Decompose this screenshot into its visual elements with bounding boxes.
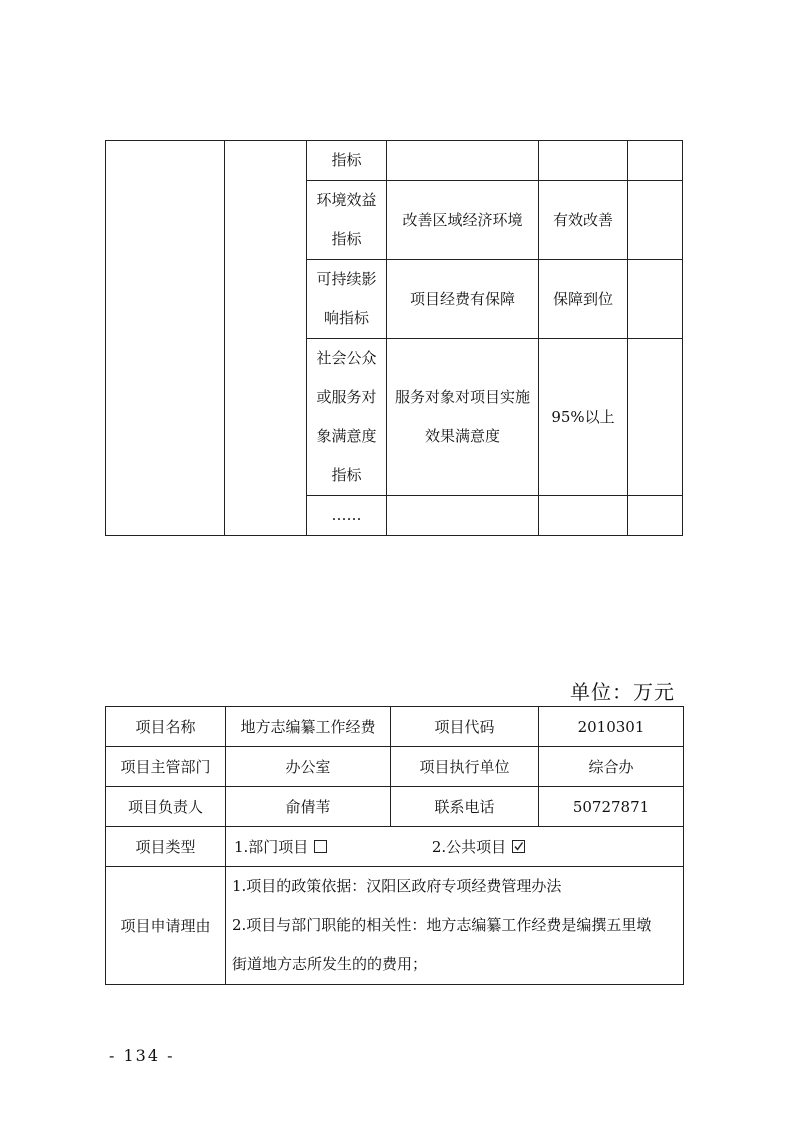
extra-cell bbox=[628, 260, 683, 339]
merged-cell-level1 bbox=[106, 141, 225, 536]
exec-unit-label: 项目执行单位 bbox=[391, 747, 539, 787]
leader-value: 俞倩苇 bbox=[226, 787, 391, 827]
reason-content bbox=[226, 867, 684, 985]
extra-cell bbox=[628, 141, 683, 181]
content-cell: 改善区域经济环境 bbox=[387, 181, 539, 260]
type-label: 项目类型 bbox=[106, 827, 226, 867]
phone-value: 50727871 bbox=[539, 787, 684, 827]
page-number: - 134 - bbox=[109, 1046, 175, 1065]
phone-label: 联系电话 bbox=[391, 787, 539, 827]
public-checkbox-checked-icon bbox=[512, 840, 525, 853]
merged-cell-level2 bbox=[225, 141, 307, 536]
project-name-label: 项目名称 bbox=[106, 707, 226, 747]
leader-label: 项目负责人 bbox=[106, 787, 226, 827]
value-cell: 保障到位 bbox=[539, 260, 628, 339]
content-cell: 服务对象对项目实施效果满意度 bbox=[387, 339, 539, 496]
reason-line-1: 1.项目的政策依据：汉阳区政府专项经费管理办法 bbox=[232, 877, 562, 895]
project-name-value: 地方志编纂工作经费 bbox=[226, 707, 391, 747]
extra-cell bbox=[628, 181, 683, 260]
unit-label: 单位：万元 bbox=[570, 680, 675, 704]
value-cell: 有效改善 bbox=[539, 181, 628, 260]
performance-indicator-table bbox=[105, 140, 683, 536]
project-code-label: 项目代码 bbox=[391, 707, 539, 747]
content-cell bbox=[387, 141, 539, 181]
indicator-cell: 环境效益指标 bbox=[307, 181, 387, 260]
project-code-value: 2010301 bbox=[539, 707, 684, 747]
type-option-dept: 1.部门项目 bbox=[234, 838, 309, 856]
indicator-cell: 社会公众或服务对象满意度指标 bbox=[307, 339, 387, 496]
reason-line-3: 街道地方志所发生的的费用； bbox=[232, 955, 428, 973]
type-options bbox=[226, 827, 684, 867]
content-cell: 项目经费有保障 bbox=[387, 260, 539, 339]
reason-line-2: 2.项目与部门职能的相关性：地方志编纂工作经费是编撰五里墩 bbox=[232, 916, 652, 934]
indicator-cell: 可持续影响指标 bbox=[307, 260, 387, 339]
extra-cell bbox=[628, 339, 683, 496]
value-cell bbox=[539, 496, 628, 536]
content-cell bbox=[387, 496, 539, 536]
exec-unit-value: 综合办 bbox=[539, 747, 684, 787]
type-option-public: 2.公共项目 bbox=[431, 838, 507, 856]
value-cell bbox=[539, 141, 628, 181]
value-cell: 95%以上 bbox=[539, 339, 628, 496]
dept-label: 项目主管部门 bbox=[106, 747, 226, 787]
dept-value: 办公室 bbox=[226, 747, 391, 787]
dept-checkbox-icon bbox=[314, 840, 327, 853]
reason-label: 项目申请理由 bbox=[106, 867, 226, 985]
extra-cell bbox=[628, 496, 683, 536]
indicator-cell: …… bbox=[307, 496, 387, 536]
project-info-table bbox=[105, 706, 684, 985]
indicator-cell: 指标 bbox=[307, 141, 387, 181]
